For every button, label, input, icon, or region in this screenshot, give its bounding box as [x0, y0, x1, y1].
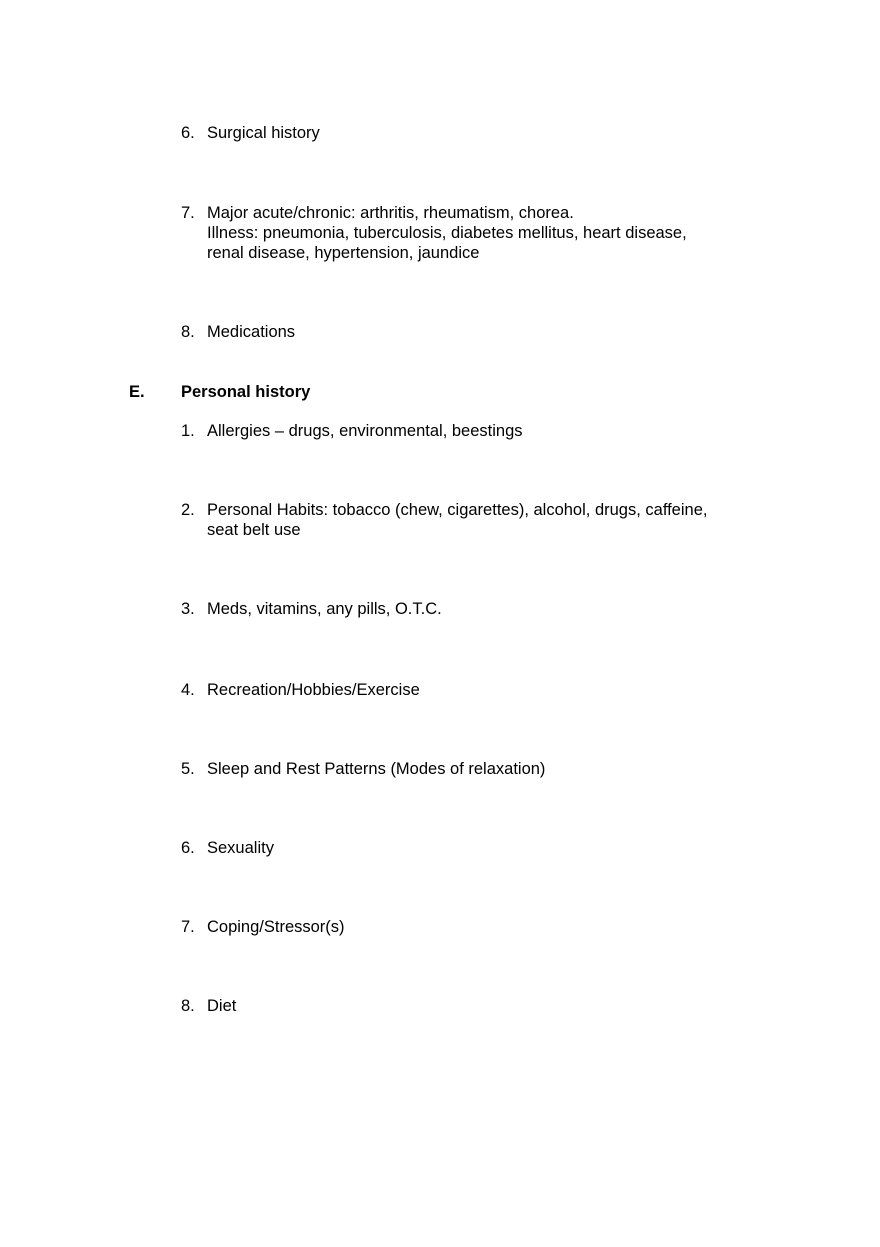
section-title: Personal history	[181, 383, 311, 401]
item-number: 3.	[181, 600, 195, 618]
item-text: Personal Habits: tobacco (chew, cigarettes), alcohol, drugs, caffeine,	[207, 501, 708, 519]
item-number: 6.	[181, 839, 195, 857]
list-item-personal-habits	[181, 500, 781, 540]
list-item-sexuality	[181, 838, 781, 858]
item-text: Surgical history	[207, 124, 320, 142]
list-item-meds-vitamins	[181, 599, 781, 619]
item-text: Major acute/chronic: arthritis, rheumatism, chorea.	[207, 204, 574, 222]
item-number: 4.	[181, 681, 195, 699]
item-text: renal disease, hypertension, jaundice	[207, 244, 480, 262]
item-number: 2.	[181, 501, 195, 519]
item-text: Meds, vitamins, any pills, O.T.C.	[207, 600, 442, 618]
item-number: 7.	[181, 918, 195, 936]
item-number: 5.	[181, 760, 195, 778]
list-item-recreation	[181, 680, 781, 700]
item-text: seat belt use	[207, 521, 301, 539]
list-item-coping	[181, 917, 781, 937]
list-item-sleep-rest	[181, 759, 781, 779]
item-text: Illness: pneumonia, tuberculosis, diabetes mellitus, heart disease,	[207, 224, 687, 242]
item-number: 8.	[181, 997, 195, 1015]
item-text: Allergies – drugs, environmental, beestings	[207, 422, 523, 440]
item-text: Recreation/Hobbies/Exercise	[207, 681, 420, 699]
item-text: Diet	[207, 997, 237, 1015]
item-number: 1.	[181, 422, 195, 440]
list-item-allergies	[181, 421, 781, 441]
item-text: Coping/Stressor(s)	[207, 918, 345, 936]
item-text: Sexuality	[207, 839, 274, 857]
section-letter: E.	[129, 383, 145, 401]
item-text: Medications	[207, 323, 296, 341]
list-item-diet	[181, 996, 781, 1016]
list-item-medications	[181, 322, 781, 342]
item-number: 8.	[181, 323, 195, 341]
list-item-major-illness	[181, 203, 781, 263]
item-number: 6.	[181, 124, 195, 142]
item-text: Sleep and Rest Patterns (Modes of relaxation)	[207, 760, 546, 778]
list-item-surgical-history	[181, 123, 781, 143]
item-number: 7.	[181, 204, 195, 222]
